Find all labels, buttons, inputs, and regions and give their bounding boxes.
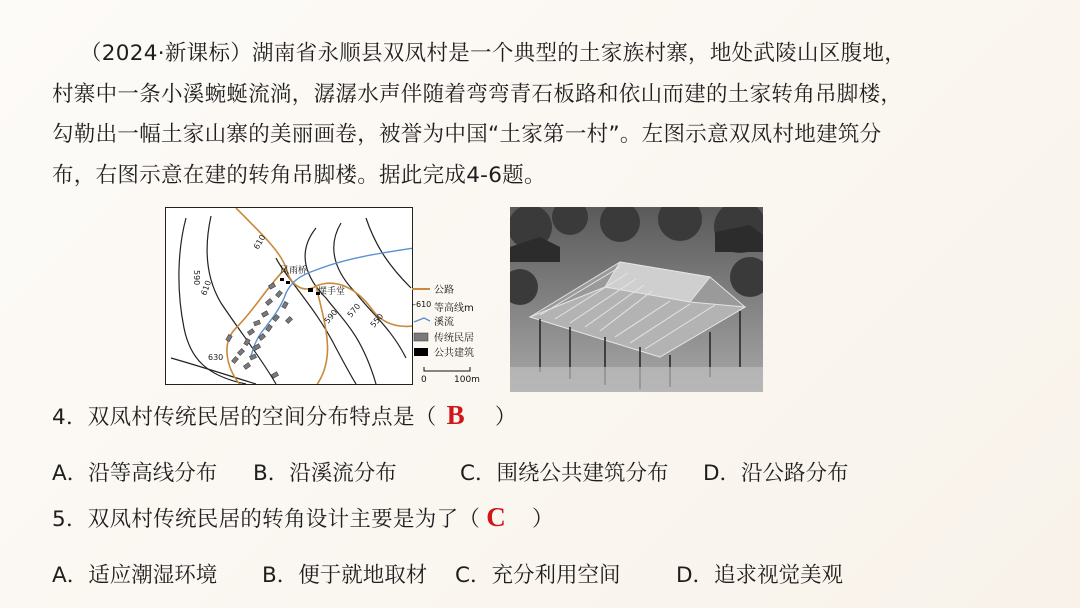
road-line bbox=[227, 268, 286, 385]
legend-dwelling-label: 传统民居 bbox=[434, 333, 474, 344]
question-5-stem: 5．双凤村传统民居的转角设计主要是为了（ bbox=[52, 507, 481, 532]
contour-label: 590 bbox=[192, 270, 201, 286]
legend-dwelling-swatch bbox=[414, 333, 428, 341]
legend-road-label: 公路 bbox=[434, 285, 454, 296]
dwelling-mark bbox=[243, 363, 250, 370]
passage-line-4: 布，右图示意在建的转角吊脚楼。据此完成4-6题。 bbox=[52, 162, 546, 188]
dwelling-mark bbox=[232, 356, 239, 363]
legend-contour-value: –610 bbox=[412, 300, 432, 309]
dwelling-mark bbox=[285, 316, 292, 323]
question-4-close: ） bbox=[494, 405, 517, 430]
dwelling-mark bbox=[249, 354, 256, 360]
dwelling-mark bbox=[261, 311, 268, 317]
q5-option-c[interactable]: C．充分利用空间 bbox=[455, 563, 621, 588]
contour-label: 590 bbox=[322, 307, 340, 326]
village-map bbox=[165, 207, 413, 385]
public-building-mark bbox=[308, 288, 313, 292]
map-legend bbox=[412, 207, 504, 385]
contour-line bbox=[305, 228, 376, 384]
question-4 bbox=[52, 400, 517, 431]
scale-zero: 0 bbox=[421, 375, 427, 385]
contour-label: 550 bbox=[368, 311, 386, 330]
public-building-mark bbox=[280, 278, 284, 281]
contour-label: 630 bbox=[208, 353, 224, 362]
legend-stream-label: 溪流 bbox=[434, 317, 454, 328]
dwelling-mark bbox=[276, 290, 283, 297]
q4-option-b[interactable]: B．沿溪流分布 bbox=[253, 461, 397, 486]
q5-option-d[interactable]: D．追求视觉美观 bbox=[676, 563, 844, 588]
contour-label: 570 bbox=[345, 301, 363, 320]
dwelling-mark bbox=[265, 299, 272, 306]
passage-line-2: 村寨中一条小溪蜿蜒流淌，潺潺水声伴随着弯弯青石板路和依山而建的土家转角吊脚楼， bbox=[52, 81, 903, 107]
dwelling-mark bbox=[253, 320, 260, 326]
legend-drawing bbox=[412, 207, 504, 385]
legend-stream-swatch bbox=[414, 318, 430, 322]
q4-option-d[interactable]: D．沿公路分布 bbox=[703, 461, 849, 486]
legend-public-swatch bbox=[414, 348, 428, 356]
scale-label: 100m bbox=[454, 375, 480, 385]
legend-public-label: 公共建筑 bbox=[434, 348, 474, 359]
map-drawing bbox=[166, 208, 413, 385]
photo-drawing bbox=[510, 207, 763, 392]
road-line bbox=[316, 286, 328, 385]
question-4-stem: 4．双凤村传统民居的空间分布特点是（ bbox=[52, 405, 437, 430]
dwelling-mark bbox=[247, 329, 254, 336]
question-passage bbox=[52, 34, 1042, 196]
contour-line bbox=[366, 218, 411, 288]
passage-line-1: （2024·新课标）湖南省永顺县双凤村是一个典型的土家族村寨，地处武陵山区腹地， bbox=[80, 41, 907, 66]
q5-option-a[interactable]: A．适应潮湿环境 bbox=[52, 563, 218, 588]
question-5-answer: C bbox=[486, 502, 506, 532]
question-4-answer: B bbox=[446, 400, 465, 430]
public-building-mark bbox=[286, 281, 290, 284]
q4-option-c[interactable]: C．围绕公共建筑分布 bbox=[460, 461, 669, 486]
bridge-label: 风雨桥 bbox=[280, 266, 308, 276]
q5-option-b[interactable]: B．便于就地取材 bbox=[262, 563, 428, 588]
legend-contour-label: 等高线m bbox=[434, 303, 474, 314]
question-5 bbox=[52, 502, 554, 533]
dwelling-mark bbox=[237, 348, 244, 355]
question-5-close: ） bbox=[532, 507, 554, 532]
scale-bar bbox=[424, 367, 470, 371]
contour-label: 610 bbox=[199, 279, 214, 297]
contour-label: 610 bbox=[251, 233, 268, 251]
hall-label: 摆手堂 bbox=[318, 287, 346, 297]
q4-option-a[interactable]: A．沿等高线分布 bbox=[52, 461, 218, 486]
stilt-house-photo bbox=[510, 207, 763, 392]
passage-line-3: 勾勒出一幅土家山寨的美丽画卷，被誉为中国“土家第一村”。左图示意双凤村地建筑分 bbox=[52, 122, 882, 147]
dwelling-mark bbox=[244, 338, 250, 345]
